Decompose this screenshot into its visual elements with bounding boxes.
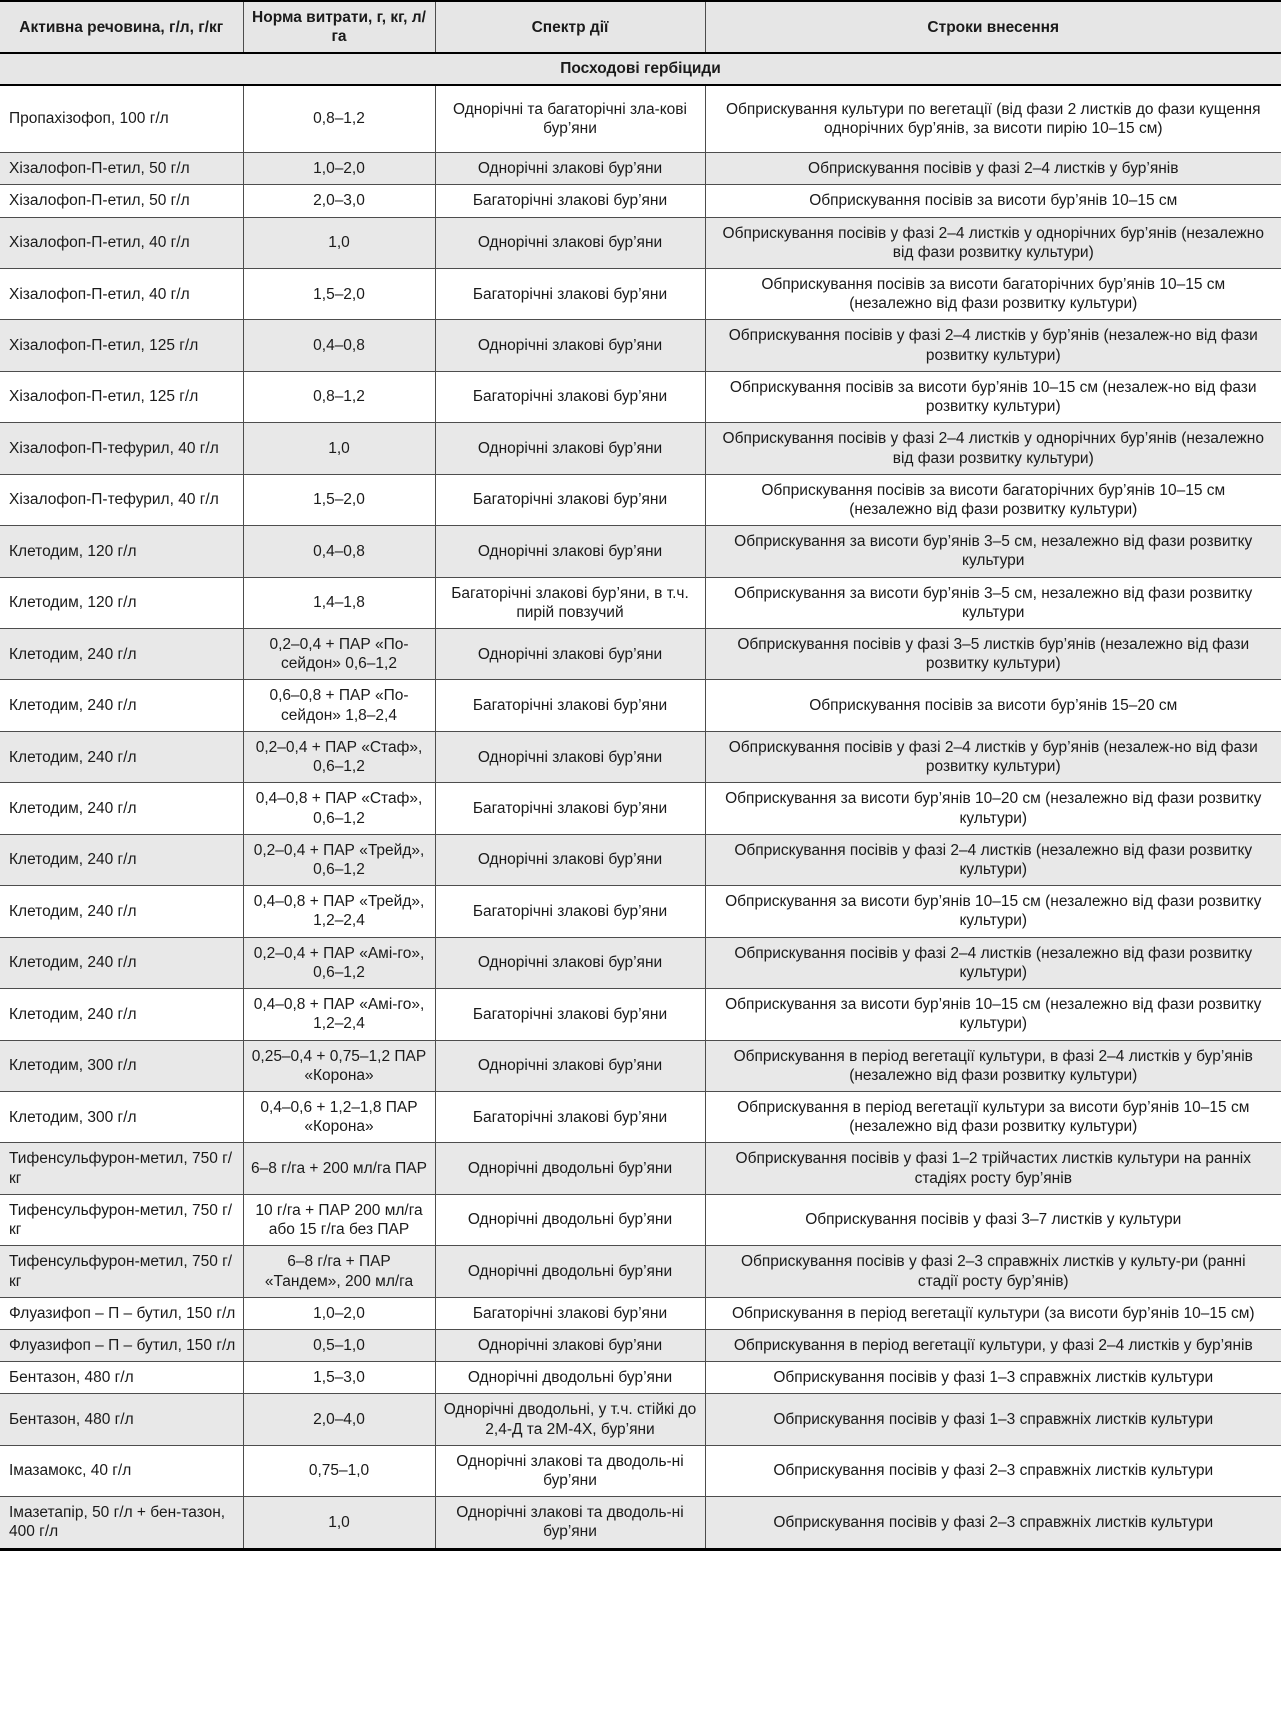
substance-cell: Клетодим, 240 г/л	[0, 680, 243, 731]
substance-cell: Хізалофоп-П-етил, 125 г/л	[0, 320, 243, 371]
timing-cell: Обприскування посівів у фазі 2–4 листків у бур’янів (незалеж-но від фази розвитку культури)	[705, 731, 1281, 782]
table-row	[0, 1040, 1281, 1091]
spectrum-cell: Однорічні дводольні, у т.ч. стійкі до 2,4-Д та 2М-4Х, бур’яни	[435, 1394, 705, 1445]
substance-cell: Хізалофоп-П-тефурил, 40 г/л	[0, 423, 243, 474]
table-row	[0, 153, 1281, 185]
substance-cell: Хізалофоп-П-етил, 50 г/л	[0, 185, 243, 217]
substance-cell: Флуазифоп – П – бутил, 150 г/л	[0, 1297, 243, 1329]
substance-cell: Клетодим, 240 г/л	[0, 731, 243, 782]
substance-cell: Клетодим, 240 г/л	[0, 834, 243, 885]
timing-cell: Обприскування посівів за висоти багаторічних бур’янів 10–15 см (незалежно від фази розвитку культури)	[705, 474, 1281, 525]
table-row	[0, 371, 1281, 422]
table-row	[0, 85, 1281, 153]
spectrum-cell: Багаторічні злакові бур’яни, в т.ч. пирій повзучий	[435, 577, 705, 628]
rate-cell: 0,2–0,4 + ПАР «Стаф», 0,6–1,2	[243, 731, 435, 782]
rate-cell: 6–8 г/га + ПАР «Тандем», 200 мл/га	[243, 1246, 435, 1297]
table-row	[0, 1362, 1281, 1394]
column-header-timing: Строки внесення	[705, 1, 1281, 53]
rate-cell: 0,4–0,6 + 1,2–1,8 ПАР «Корона»	[243, 1091, 435, 1142]
table-row	[0, 1329, 1281, 1361]
substance-cell: Тифенсульфурон-метил, 750 г/кг	[0, 1143, 243, 1194]
spectrum-cell: Однорічні злакові бур’яни	[435, 1040, 705, 1091]
timing-cell: Обприскування посівів у фазі 2–4 листків у однорічних бур’янів (незалежно від фази розвитку культури)	[705, 423, 1281, 474]
timing-cell: Обприскування посівів у фазі 3–7 листків у культури	[705, 1194, 1281, 1245]
table-row	[0, 680, 1281, 731]
rate-cell: 1,5–3,0	[243, 1362, 435, 1394]
timing-cell: Обприскування посівів у фазі 2–3 справжніх листків культури	[705, 1497, 1281, 1549]
substance-cell: Клетодим, 240 г/л	[0, 937, 243, 988]
timing-cell: Обприскування за висоти бур’янів 10–15 см (незалежно від фази розвитку культури)	[705, 989, 1281, 1040]
substance-cell: Клетодим, 240 г/л	[0, 989, 243, 1040]
substance-cell: Хізалофоп-П-етил, 40 г/л	[0, 268, 243, 319]
table-row	[0, 886, 1281, 937]
substance-cell: Тифенсульфурон-метил, 750 г/кг	[0, 1246, 243, 1297]
section-title: Посходові гербіциди	[0, 53, 1281, 84]
table-row	[0, 1297, 1281, 1329]
rate-cell: 0,2–0,4 + ПАР «По-сейдон» 0,6–1,2	[243, 629, 435, 680]
spectrum-cell: Багаторічні злакові бур’яни	[435, 268, 705, 319]
rate-cell: 0,4–0,8 + ПАР «Трейд», 1,2–2,4	[243, 886, 435, 937]
table-row	[0, 834, 1281, 885]
spectrum-cell: Багаторічні злакові бур’яни	[435, 886, 705, 937]
timing-cell: Обприскування посівів у фазі 1–2 трійчастих листків культури на ранніх стадіях росту бур’янів	[705, 1143, 1281, 1194]
timing-cell: Обприскування в період вегетації культури (за висоти бур’янів 10–15 см)	[705, 1297, 1281, 1329]
spectrum-cell: Однорічні злакові та дводоль-ні бур’яни	[435, 1497, 705, 1549]
substance-cell: Тифенсульфурон-метил, 750 г/кг	[0, 1194, 243, 1245]
timing-cell: Обприскування посівів у фазі 2–4 листків у бур’янів	[705, 153, 1281, 185]
spectrum-cell: Однорічні дводольні бур’яни	[435, 1194, 705, 1245]
spectrum-cell: Однорічні злакові бур’яни	[435, 731, 705, 782]
spectrum-cell: Однорічні дводольні бур’яни	[435, 1246, 705, 1297]
table-row	[0, 937, 1281, 988]
rate-cell: 1,4–1,8	[243, 577, 435, 628]
substance-cell: Хізалофоп-П-етил, 40 г/л	[0, 217, 243, 268]
table-body	[0, 53, 1281, 1549]
timing-cell: Обприскування посівів за висоти бур’янів 10–15 см	[705, 185, 1281, 217]
rate-cell: 0,6–0,8 + ПАР «По-сейдон» 1,8–2,4	[243, 680, 435, 731]
table-row	[0, 989, 1281, 1040]
substance-cell: Клетодим, 300 г/л	[0, 1091, 243, 1142]
substance-cell: Клетодим, 300 г/л	[0, 1040, 243, 1091]
substance-cell: Імазетапір, 50 г/л + бен-тазон, 400 г/л	[0, 1497, 243, 1549]
timing-cell: Обприскування посівів у фазі 2–3 справжніх листків культури	[705, 1445, 1281, 1496]
table-row	[0, 731, 1281, 782]
timing-cell: Обприскування посівів у фазі 2–3 справжніх листків у культу-ри (ранні стадії росту бур’янів)	[705, 1246, 1281, 1297]
timing-cell: Обприскування за висоти бур’янів 3–5 см, незалежно від фази розвитку культури	[705, 526, 1281, 577]
timing-cell: Обприскування посівів у фазі 1–3 справжніх листків культури	[705, 1394, 1281, 1445]
rate-cell: 1,0	[243, 423, 435, 474]
column-header-substance: Активна речовина, г/л, г/кг	[0, 1, 243, 53]
rate-cell: 6–8 г/га + 200 мл/га ПАР	[243, 1143, 435, 1194]
spectrum-cell: Багаторічні злакові бур’яни	[435, 680, 705, 731]
rate-cell: 1,5–2,0	[243, 474, 435, 525]
substance-cell: Флуазифоп – П – бутил, 150 г/л	[0, 1329, 243, 1361]
timing-cell: Обприскування в період вегетації культури, в фазі 2–4 листків у бур’янів (незалежно від фази розвитку культури)	[705, 1040, 1281, 1091]
substance-cell: Хізалофоп-П-етил, 125 г/л	[0, 371, 243, 422]
timing-cell: Обприскування посівів за висоти бур’янів 15–20 см	[705, 680, 1281, 731]
substance-cell: Пропахізофоп, 100 г/л	[0, 85, 243, 153]
timing-cell: Обприскування посівів за висоти багаторічних бур’янів 10–15 см (незалежно від фази розвитку культури)	[705, 268, 1281, 319]
table-row	[0, 1394, 1281, 1445]
table-row	[0, 1497, 1281, 1549]
substance-cell: Клетодим, 120 г/л	[0, 526, 243, 577]
timing-cell: Обприскування за висоти бур’янів 10–15 см (незалежно від фази розвитку культури)	[705, 886, 1281, 937]
rate-cell: 0,75–1,0	[243, 1445, 435, 1496]
table-header-row	[0, 1, 1281, 53]
substance-cell: Клетодим, 240 г/л	[0, 629, 243, 680]
rate-cell: 10 г/га + ПАР 200 мл/га або 15 г/га без ПАР	[243, 1194, 435, 1245]
rate-cell: 0,2–0,4 + ПАР «Амі-го», 0,6–1,2	[243, 937, 435, 988]
timing-cell: Обприскування посівів у фазі 3–5 листків бур’янів (незалежно від фази розвитку культури)	[705, 629, 1281, 680]
spectrum-cell: Однорічні злакові бур’яни	[435, 629, 705, 680]
rate-cell: 2,0–3,0	[243, 185, 435, 217]
table-row	[0, 526, 1281, 577]
rate-cell: 0,4–0,8 + ПАР «Стаф», 0,6–1,2	[243, 783, 435, 834]
spectrum-cell: Однорічні злакові бур’яни	[435, 153, 705, 185]
substance-cell: Хізалофоп-П-етил, 50 г/л	[0, 153, 243, 185]
spectrum-cell: Однорічні та багаторічні зла-кові бур’яни	[435, 85, 705, 153]
timing-cell: Обприскування культури по вегетації (від фази 2 листків до фази кущення однорічних бур’янів, за висоти пирію 10–15 см)	[705, 85, 1281, 153]
timing-cell: Обприскування посівів у фазі 2–4 листків (незалежно від фази розвитку культури)	[705, 834, 1281, 885]
timing-cell: Обприскування в період вегетації культури, у фазі 2–4 листків у бур’янів	[705, 1329, 1281, 1361]
rate-cell: 0,4–0,8 + ПАР «Амі-го», 1,2–2,4	[243, 989, 435, 1040]
substance-cell: Клетодим, 240 г/л	[0, 783, 243, 834]
timing-cell: Обприскування посівів у фазі 1–3 справжніх листків культури	[705, 1362, 1281, 1394]
spectrum-cell: Однорічні злакові бур’яни	[435, 526, 705, 577]
rate-cell: 1,5–2,0	[243, 268, 435, 319]
spectrum-cell: Однорічні злакові бур’яни	[435, 217, 705, 268]
timing-cell: Обприскування в період вегетації культури за висоти бур’янів 10–15 см (незалежно від фази розвитку культури)	[705, 1091, 1281, 1142]
column-header-spectrum: Спектр дії	[435, 1, 705, 53]
spectrum-cell: Однорічні злакові бур’яни	[435, 423, 705, 474]
timing-cell: Обприскування посівів у фазі 2–4 листків у бур’янів (незалеж-но від фази розвитку культури)	[705, 320, 1281, 371]
rate-cell: 1,0	[243, 1497, 435, 1549]
timing-cell: Обприскування посівів за висоти бур’янів 10–15 см (незалеж-но від фази розвитку культури)	[705, 371, 1281, 422]
spectrum-cell: Багаторічні злакові бур’яни	[435, 989, 705, 1040]
rate-cell: 2,0–4,0	[243, 1394, 435, 1445]
substance-cell: Клетодим, 240 г/л	[0, 886, 243, 937]
spectrum-cell: Однорічні злакові бур’яни	[435, 1329, 705, 1361]
table-row	[0, 320, 1281, 371]
table-row	[0, 1091, 1281, 1142]
substance-cell: Бентазон, 480 г/л	[0, 1394, 243, 1445]
table-row	[0, 1246, 1281, 1297]
substance-cell: Бентазон, 480 г/л	[0, 1362, 243, 1394]
spectrum-cell: Однорічні злакові бур’яни	[435, 320, 705, 371]
section-header-row	[0, 53, 1281, 84]
table-row	[0, 577, 1281, 628]
rate-cell: 1,0–2,0	[243, 153, 435, 185]
rate-cell: 0,4–0,8	[243, 526, 435, 577]
spectrum-cell: Багаторічні злакові бур’яни	[435, 371, 705, 422]
table-row	[0, 629, 1281, 680]
timing-cell: Обприскування за висоти бур’янів 3–5 см, незалежно від фази розвитку культури	[705, 577, 1281, 628]
spectrum-cell: Багаторічні злакові бур’яни	[435, 783, 705, 834]
spectrum-cell: Багаторічні злакові бур’яни	[435, 1297, 705, 1329]
substance-cell: Клетодим, 120 г/л	[0, 577, 243, 628]
column-header-rate: Норма витрати, г, кг, л/га	[243, 1, 435, 53]
rate-cell: 0,2–0,4 + ПАР «Трейд», 0,6–1,2	[243, 834, 435, 885]
substance-cell: Імазамокс, 40 г/л	[0, 1445, 243, 1496]
table-row	[0, 1194, 1281, 1245]
rate-cell: 0,5–1,0	[243, 1329, 435, 1361]
rate-cell: 1,0–2,0	[243, 1297, 435, 1329]
rate-cell: 0,8–1,2	[243, 85, 435, 153]
timing-cell: Обприскування посівів у фазі 2–4 листків у однорічних бур’янів (незалежно від фази розвитку культури)	[705, 217, 1281, 268]
spectrum-cell: Однорічні дводольні бур’яни	[435, 1143, 705, 1194]
spectrum-cell: Однорічні злакові бур’яни	[435, 937, 705, 988]
timing-cell: Обприскування посівів у фазі 2–4 листків (незалежно від фази розвитку культури)	[705, 937, 1281, 988]
spectrum-cell: Однорічні дводольні бур’яни	[435, 1362, 705, 1394]
rate-cell: 0,8–1,2	[243, 371, 435, 422]
spectrum-cell: Однорічні злакові бур’яни	[435, 834, 705, 885]
rate-cell: 0,25–0,4 + 0,75–1,2 ПАР «Корона»	[243, 1040, 435, 1091]
substance-cell: Хізалофоп-П-тефурил, 40 г/л	[0, 474, 243, 525]
table-row	[0, 217, 1281, 268]
spectrum-cell: Багаторічні злакові бур’яни	[435, 474, 705, 525]
table-row	[0, 423, 1281, 474]
table-row	[0, 185, 1281, 217]
table-row	[0, 1445, 1281, 1496]
timing-cell: Обприскування за висоти бур’янів 10–20 см (незалежно від фази розвитку культури)	[705, 783, 1281, 834]
spectrum-cell: Однорічні злакові та дводоль-ні бур’яни	[435, 1445, 705, 1496]
table-row	[0, 268, 1281, 319]
spectrum-cell: Багаторічні злакові бур’яни	[435, 185, 705, 217]
table-row	[0, 783, 1281, 834]
spectrum-cell: Багаторічні злакові бур’яни	[435, 1091, 705, 1142]
table-row	[0, 474, 1281, 525]
rate-cell: 0,4–0,8	[243, 320, 435, 371]
table-row	[0, 1143, 1281, 1194]
rate-cell: 1,0	[243, 217, 435, 268]
